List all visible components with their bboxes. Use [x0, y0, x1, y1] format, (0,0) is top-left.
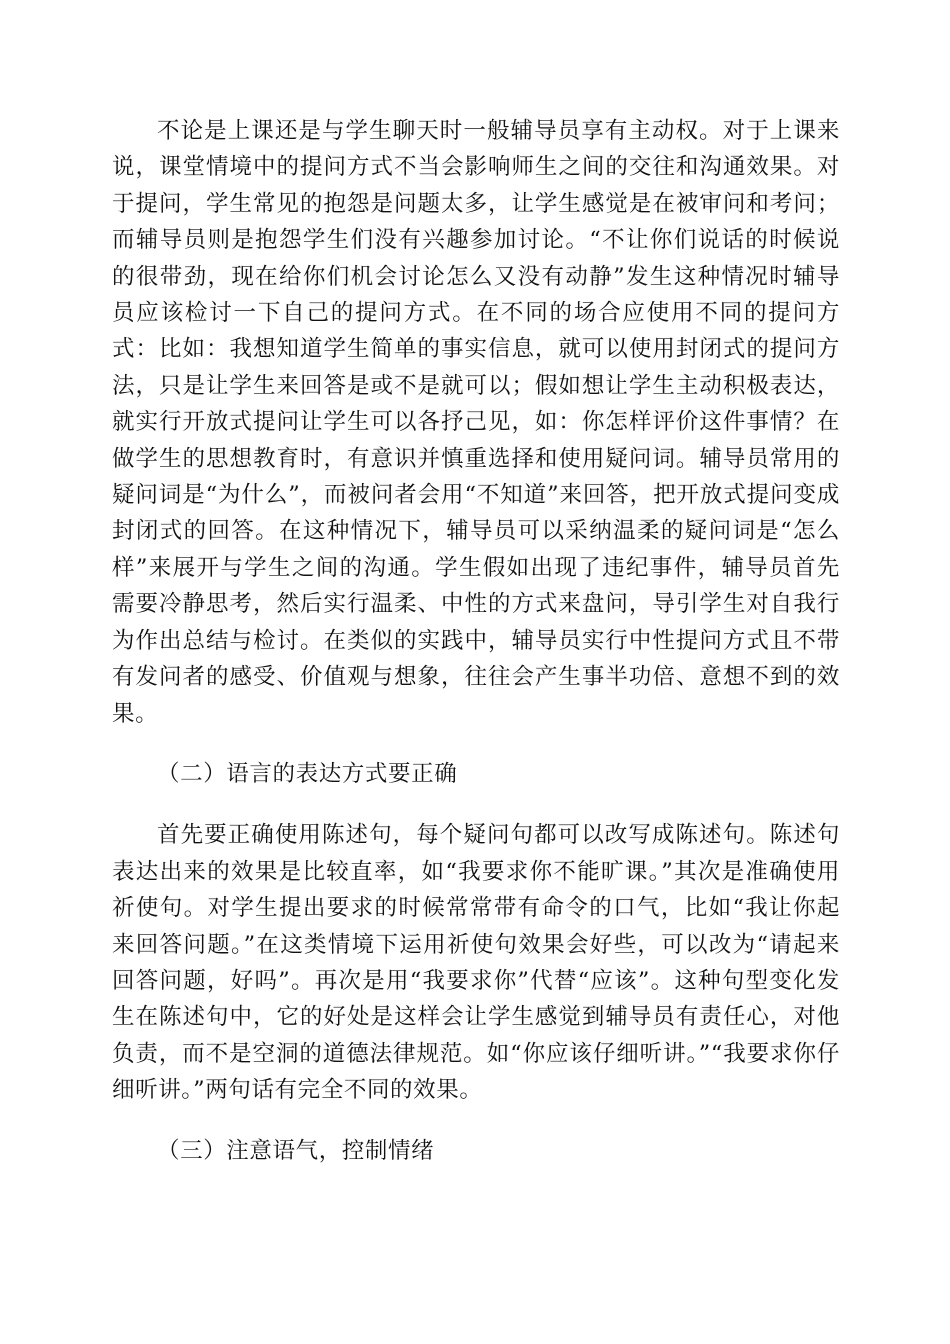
paragraph-spacer	[112, 1109, 840, 1133]
section-heading-2: （二）语言的表达方式要正确	[157, 760, 458, 787]
paragraph-questioning-methods: 不论是上课还是与学生聊天时一般辅导员享有主动权。对于上课来说，课堂情境中的提问方式不当会影响师生之间的交往和沟通效果。对于提问，学生常见的抱怨是问题太多，让学生感觉是在被审问和考问；而辅导员则是抱怨学生们没有兴趣参加讨论。“不让你们说话的时候说的很带劲，现在给你们机会讨论怎么又没有动静”发生这种情况时辅导员应该检讨一下自己的提问方式。在不同的场合应使用不同的提问方式：比如：我想知道学生简单的事实信息，就可以使用封闭式的提问方法，只是让学生来回答是或不是就可以；假如想让学生主动积极表达，就实行开放式提问让学生可以各抒己见，如：你怎样评价这件事情？在做学生的思想教育时，有意识并慎重选择和使用疑问词。辅导员常用的疑问词是“为什么”，而被问者会用“不知道”来回答，把开放式提问变成封闭式的回答。在这种情况下，辅导员可以采纳温柔的疑问词是“怎么样”来展开与学生之间的沟通。学生假如出现了违纪事件，辅导员首先需要冷静思考，然后实行温柔、中性的方式来盘问，导引学生对自我行为作出总结与检讨。在类似的实践中，辅导员实行中性提问方式且不带有发问者的感受、价值观与想象，往往会产生事半功倍、意想不到的效果。	[112, 118, 840, 727]
paragraph-spacer	[112, 792, 840, 817]
paragraph-spacer	[112, 732, 840, 756]
document-body	[112, 113, 840, 1169]
section-heading-3: （三）注意语气，控制情绪	[157, 1137, 435, 1164]
paragraph-expression-methods: 首先要正确使用陈述句，每个疑问句都可以改写成陈述句。陈述句表达出来的效果是比较直率，如“我要求你不能旷课。”其次是准确使用祈使句。对学生提出要求的时候常常带有命令的口气，比如“我让你起来回答问题。”在这类情境下运用祈使句效果会好些，可以改为“请起来回答问题，好吗”。再次是用“我要求你”代替“应该”。这种句型变化发生在陈述句中，它的好处是这样会让学生感觉到辅导员有责任心，对他负责，而不是空洞的道德法律规范。如“你应该仔细听讲。”“我要求你仔细听讲。”两句话有完全不同的效果。	[112, 822, 840, 1104]
